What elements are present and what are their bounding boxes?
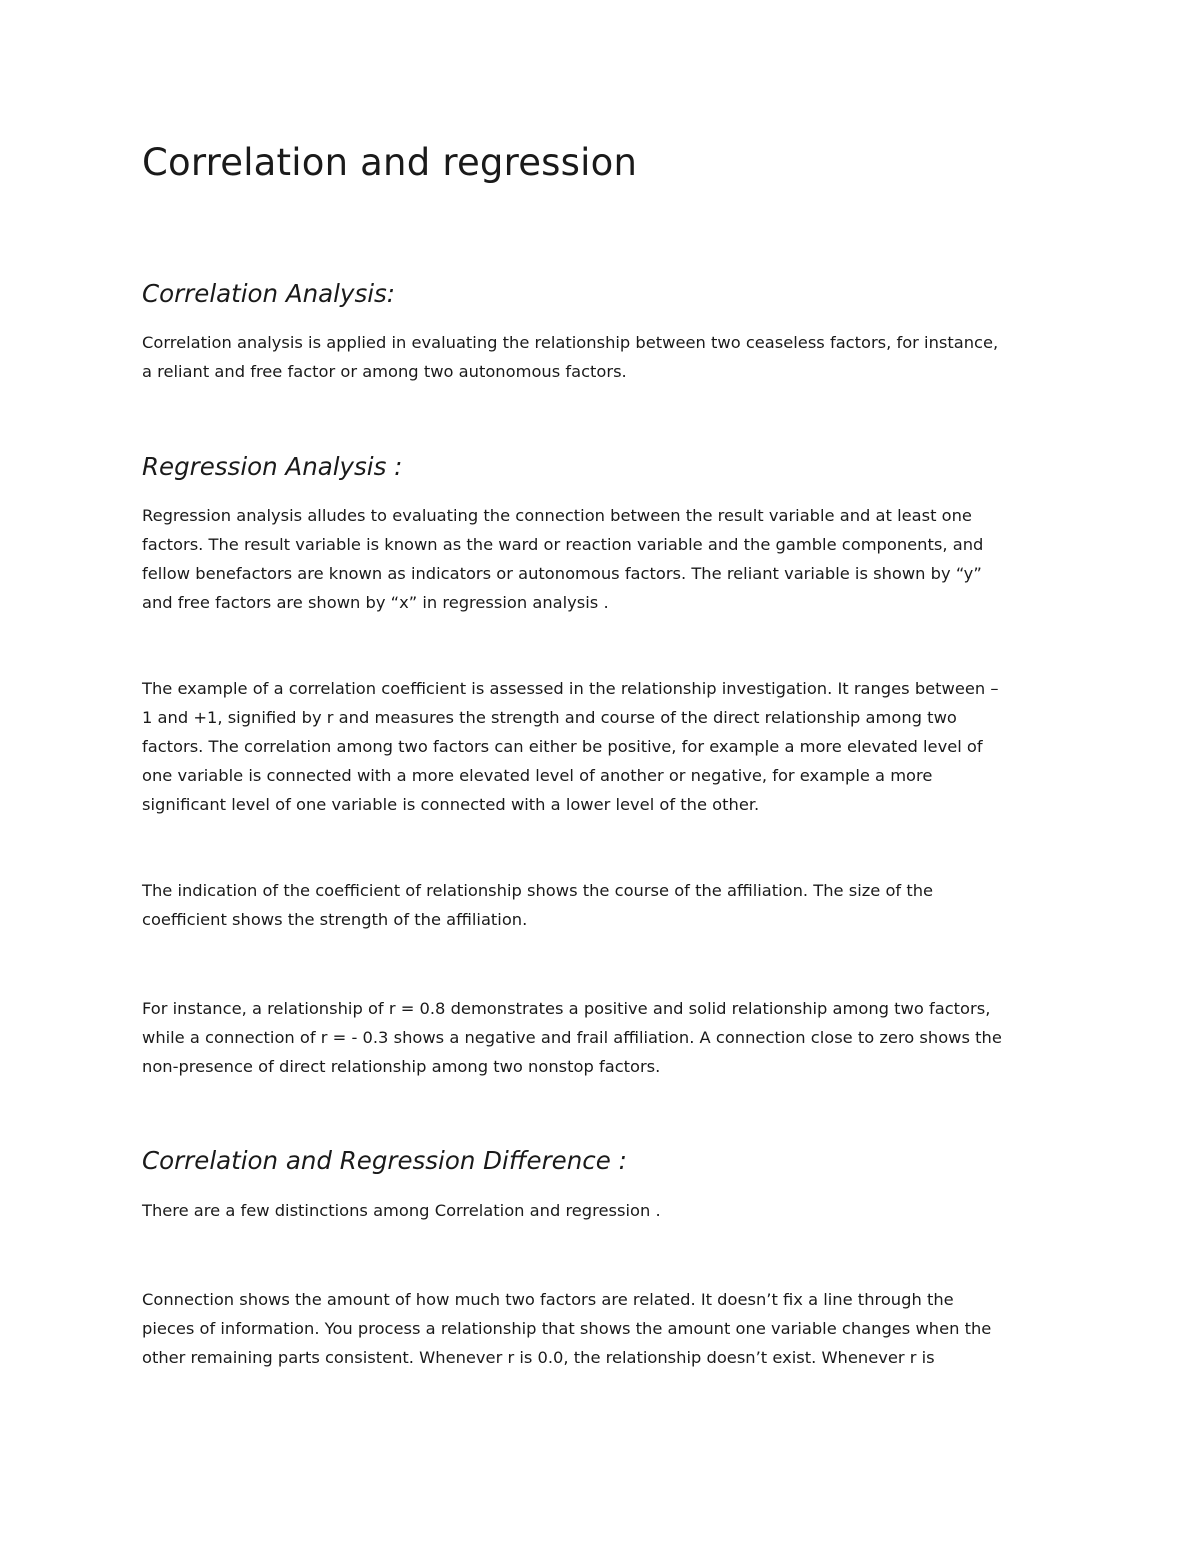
text-line: The indication of the coefficient of relationship shows the course of the affiliation. The size of the	[142, 881, 934, 900]
text-line: Regression analysis alludes to evaluating the connection between the result variable and at least one	[142, 506, 972, 525]
text-line: a reliant and free factor or among two autonomous factors.	[142, 362, 627, 381]
text-line: non-presence of direct relationship among two nonstop factors.	[142, 1057, 661, 1076]
text-line: one variable is connected with a more elevated level of another or negative, for example a more	[142, 766, 933, 785]
text-line: pieces of information. You process a relationship that shows the amount one variable changes when the	[142, 1319, 992, 1338]
text-line: fellow benefactors are known as indicators or autonomous factors. The reliant variable is shown by “y”	[142, 564, 982, 583]
text-line: Connection shows the amount of how much two factors are related. It doesn’t fix a line through the	[142, 1290, 954, 1309]
text-line: factors. The result variable is known as the ward or reaction variable and the gamble components, and	[142, 535, 984, 554]
text-line: factors. The correlation among two factors can either be positive, for example a more elevated level of	[142, 737, 983, 756]
text-line: other remaining parts consistent. Whenever r is 0.0, the relationship doesn’t exist. Whenever r is	[142, 1348, 935, 1367]
paragraph-distinctions-intro	[142, 1196, 1062, 1225]
text-line: Correlation analysis is applied in evaluating the relationship between two ceaseless factors, for instance,	[142, 333, 999, 352]
section-heading-regression-analysis: Regression Analysis :	[142, 452, 403, 481]
text-line: and free factors are shown by “x” in regression analysis .	[142, 593, 609, 612]
section-heading-difference: Correlation and Regression Difference :	[142, 1146, 627, 1175]
paragraph-correlation-coefficient	[142, 674, 1062, 819]
text-line: 1 and +1, signified by r and measures the strength and course of the direct relationship among two	[142, 708, 957, 727]
paragraph-regression-definition	[142, 501, 1062, 617]
document-title: Correlation and regression	[142, 141, 638, 184]
text-line: For instance, a relationship of r = 0.8 demonstrates a positive and solid relationship among two factors,	[142, 999, 991, 1018]
section-heading-correlation-analysis: Correlation Analysis:	[142, 279, 396, 308]
text-line: significant level of one variable is connected with a lower level of the other.	[142, 795, 760, 814]
text-line: There are a few distinctions among Correlation and regression .	[142, 1201, 661, 1220]
paragraph-connection-explanation	[142, 1285, 1062, 1372]
paragraph-relationship-examples	[142, 994, 1062, 1081]
paragraph-correlation-definition	[142, 328, 1062, 386]
paragraph-coefficient-indication	[142, 876, 1062, 934]
text-line: while a connection of r = - 0.3 shows a negative and frail affiliation. A connection close to zero shows the	[142, 1028, 1002, 1047]
text-line: coefficient shows the strength of the affiliation.	[142, 910, 528, 929]
text-line: The example of a correlation coefficient is assessed in the relationship investigation. It ranges between –	[142, 679, 999, 698]
